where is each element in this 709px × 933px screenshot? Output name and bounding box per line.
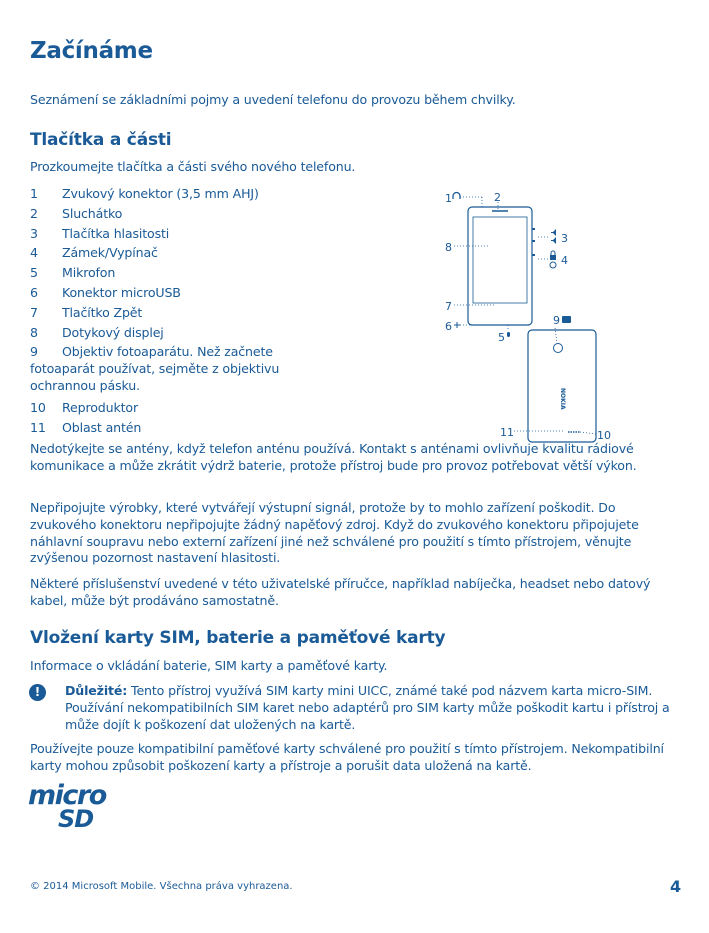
list-item: 7 Tlačítko Zpět bbox=[30, 304, 143, 320]
callout-2: 2 bbox=[494, 191, 501, 204]
lock-icon bbox=[550, 251, 556, 268]
microsd-logo-top: micro bbox=[28, 780, 106, 811]
callout-11: 11 bbox=[500, 426, 514, 439]
connector-paragraph: Nepřipojujte výrobky, které vytvářejí výstupní signál, protože by to mohlo zařízení poškodit. Do zvukového konektoru nepřipojujte žádný napěťový zdroj. Když do zvukového konektoru připojujete náhlavní soupravu nebo externí zařízení jiné než schválené pro použití s tímto přístrojem, věnujte zvýšenou pozornost nastavení hlasitosti. bbox=[30, 500, 639, 566]
list-item: 3 Tlačítka hlasitosti bbox=[30, 225, 170, 241]
callout-6: 6 bbox=[445, 320, 452, 333]
phone-front bbox=[468, 207, 532, 325]
page-number: 4 bbox=[670, 877, 682, 896]
callout-7: 7 bbox=[445, 300, 452, 313]
parts-list bbox=[30, 184, 310, 437]
list-item: 8 Dotykový displej bbox=[30, 324, 164, 340]
headphone-icon bbox=[453, 193, 460, 200]
footer-copyright: © 2014 Microsoft Mobile. Všechna práva vyhrazena. bbox=[30, 881, 293, 892]
important-label: Důležité: bbox=[65, 683, 128, 698]
phone-diagram bbox=[440, 185, 620, 450]
keys-subtitle: Prozkoumejte tlačítka a části svého nového telefonu. bbox=[30, 159, 356, 174]
phone-brand: NOKIA bbox=[559, 388, 566, 410]
sim-subtitle: Informace o vkládání baterie, SIM karty a paměťové karty. bbox=[30, 658, 388, 673]
list-item: 1 Zvukový konektor (3,5 mm AHJ) bbox=[30, 186, 259, 201]
callout-5: 5 bbox=[498, 331, 505, 344]
important-note bbox=[65, 683, 683, 733]
callout-10: 10 bbox=[597, 429, 611, 442]
list-item: 6 Konektor microUSB bbox=[30, 284, 181, 300]
section-title-sim: Vložení karty SIM, baterie a paměťové karty bbox=[30, 628, 446, 648]
volume-icon bbox=[551, 229, 556, 244]
section-title-keys: Tlačítka a části bbox=[30, 130, 172, 150]
important-text: Tento přístroj využívá SIM karty mini UICC, známé také pod názvem karta micro-SIM. Používání nekompatibilních SIM karet nebo adaptérů pro SIM karty může poškodit kartu i přístroj a může dojít k poškození dat uložených na kartě. bbox=[65, 683, 670, 732]
microphone-icon bbox=[507, 332, 510, 337]
antenna-paragraph: Nedotýkejte se antény, když telefon anténu používá. Kontakt s anténami ovlivňuje kvalitu rádiové komunikace a může zkrátit výdrž baterie, protože přístroj bude pro provoz potřebovat větší výkon. bbox=[30, 441, 637, 473]
callout-4: 4 bbox=[561, 254, 568, 267]
callout-1: 1 bbox=[445, 192, 452, 205]
list-item: 4 Zámek/Vypínač bbox=[30, 245, 158, 261]
list-item: 2 Sluchátko bbox=[30, 205, 123, 221]
camera-icon bbox=[562, 316, 571, 323]
microsd-logo-bottom: SD bbox=[58, 805, 94, 830]
list-item: 5 Mikrofon bbox=[30, 265, 116, 281]
microsd-logo bbox=[28, 780, 128, 830]
important-icon: ! bbox=[29, 684, 46, 701]
callout-8: 8 bbox=[445, 241, 452, 254]
list-item: 11 Oblast antén bbox=[30, 419, 142, 435]
intro-text: Seznámení se základními pojmy a uvedení telefonu do provozu během chvilky. bbox=[30, 92, 516, 107]
accessories-paragraph: Některé příslušenství uvedené v této uživatelské příručce, například nabíječka, headset nebo datový kabel, může být prodáváno samostatně. bbox=[30, 576, 651, 608]
callout-3: 3 bbox=[561, 232, 568, 245]
list-item: 9 Objektiv fotoaparátu. Než začnete fotoaparát používat, sejměte z objektivu ochrannou pásku. bbox=[30, 344, 280, 393]
memory-card-paragraph: Používejte pouze kompatibilní paměťové karty schválené pro použití s tímto přístrojem. Nekompatibilní karty mohou způsobit poškození karty a přístroje a porušit data uložená na kartě. bbox=[30, 741, 664, 773]
page-title: Začínáme bbox=[30, 38, 153, 64]
callout-9: 9 bbox=[553, 314, 560, 327]
list-item: 10 Reproduktor bbox=[30, 399, 138, 415]
usb-icon bbox=[454, 322, 460, 328]
